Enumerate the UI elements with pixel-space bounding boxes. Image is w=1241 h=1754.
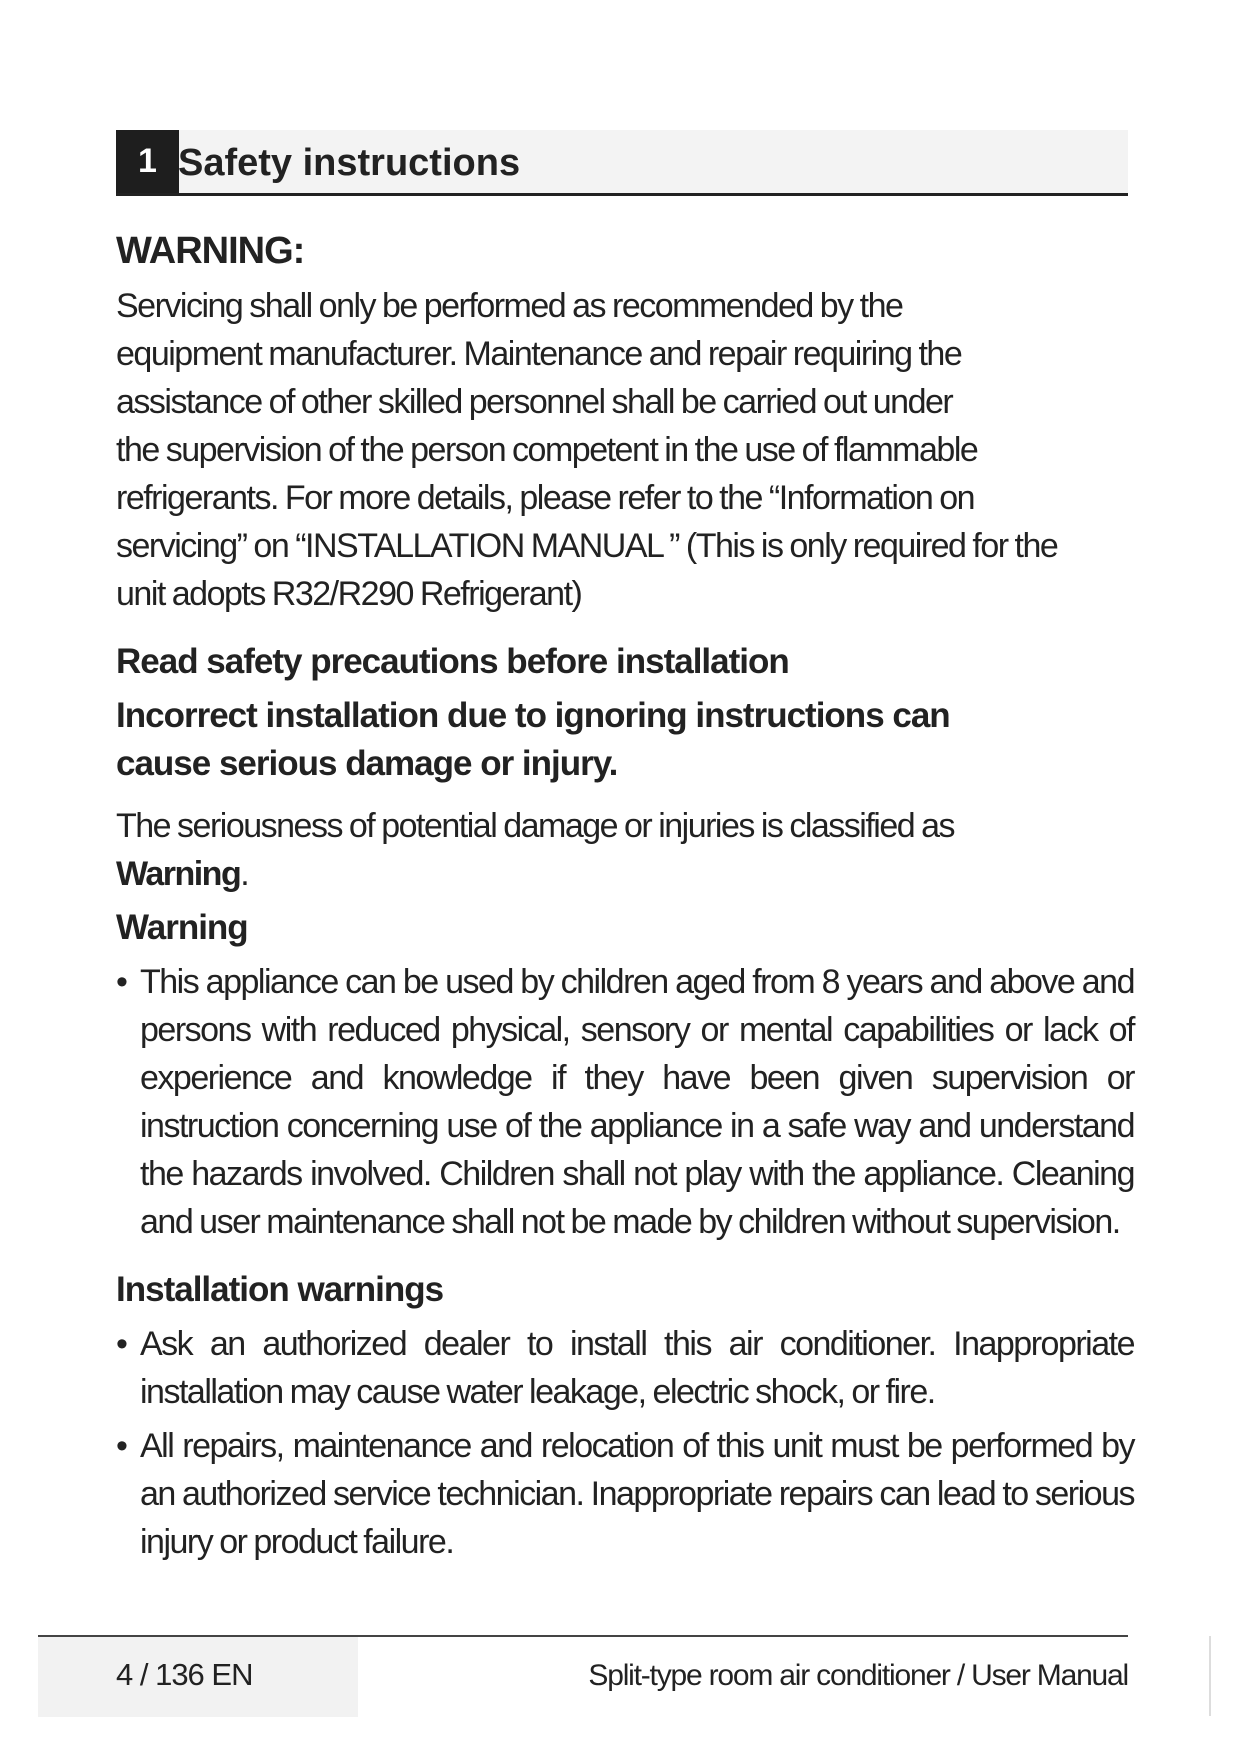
warning-line: refrigerants. For more details, please refer to the “Information on	[116, 479, 975, 517]
page-number: 4 / 136 EN	[116, 1657, 253, 1692]
bullet-icon: •	[116, 1427, 127, 1465]
precautions-heading: Read safety precautions before installation	[116, 642, 789, 681]
document-title: Split-type room air conditioner / User Manual	[588, 1659, 1128, 1692]
warning-line: equipment manufacturer. Maintenance and repair requiring the	[116, 335, 962, 373]
warning-line: Servicing shall only be performed as recommended by the	[116, 287, 903, 325]
section-number: 1	[116, 130, 179, 193]
warning-line: the supervision of the person competent in the use of flammable	[116, 431, 978, 469]
list-item	[116, 1422, 1134, 1566]
incorrect-installation-heading: Incorrect installation due to ignoring instructions can	[116, 696, 950, 735]
seriousness-bold: Warning	[116, 855, 241, 893]
page-content	[116, 226, 1134, 1566]
bullet-icon: •	[116, 963, 127, 1001]
warning-line: servicing” on “INSTALLATION MANUAL ” (This is only required for the	[116, 527, 1058, 565]
warning-subheading: Warning	[116, 908, 248, 947]
bullet-icon: •	[116, 1325, 127, 1363]
bullet-text: All repairs, maintenance and relocation of this unit must be performed by an authorized service technician. Inappropriate repairs can lead to serious injury or product failure.	[140, 1427, 1134, 1561]
seriousness-period: .	[240, 855, 249, 893]
installation-heading: Installation warnings	[116, 1270, 444, 1309]
section-title: Safety instructions	[178, 142, 521, 184]
bullet-text: Ask an authorized dealer to install this air conditioner. Inappropriate installation may cause water leakage, electric shock, or fire.	[140, 1325, 1134, 1411]
list-item	[116, 1320, 1134, 1416]
incorrect-installation-heading: cause serious damage or injury.	[116, 744, 618, 783]
bullet-text: This appliance can be used by children aged from 8 years and above and persons with reduced physical, sensory or mental capabilities or lack of experience and knowledge if they have been given supervision or instruction concerning use of the appliance in a safe way and understand the hazards involved. Children shall not play with the appliance. Cleaning and user maintenance shall not be made by children without supervision.	[140, 963, 1134, 1241]
page-edge-divider	[1209, 1636, 1211, 1716]
warning-line: assistance of other skilled personnel shall be carried out under	[116, 383, 953, 421]
seriousness-text: The seriousness of potential damage or injuries is classified as	[116, 807, 955, 845]
seriousness-classification	[116, 850, 1134, 898]
list-item	[116, 958, 1134, 1246]
section-header	[116, 130, 1128, 196]
warning-heading: WARNING:	[116, 230, 305, 272]
warning-line: unit adopts R32/R290 Refrigerant)	[116, 575, 582, 613]
